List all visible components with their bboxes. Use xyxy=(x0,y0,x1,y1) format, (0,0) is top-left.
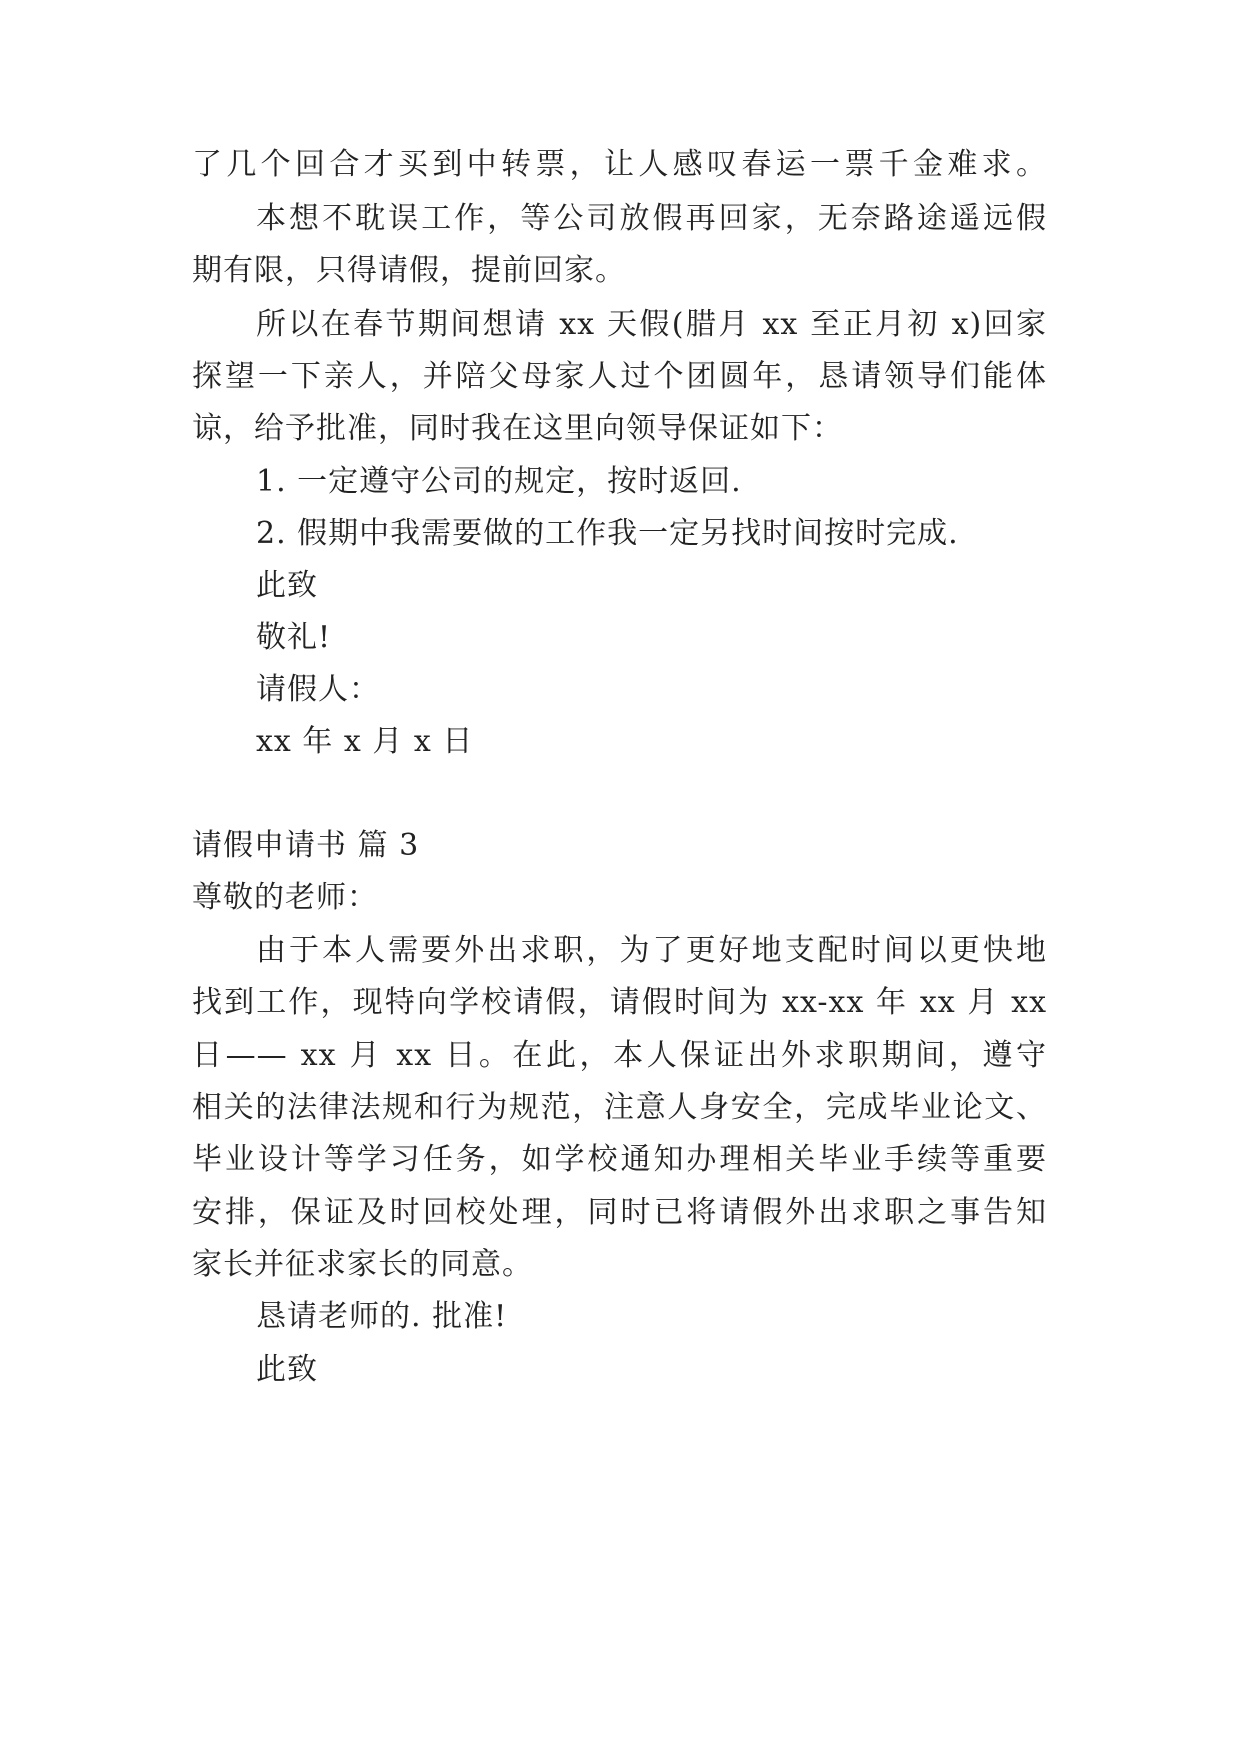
letter3-body-line: 找到工作，现特向学校请假，请假时间为 xx-xx 年 xx 月 xx xyxy=(192,985,1047,1020)
letter3-body-line: 由于本人需要外出求职，为了更好地支配时间以更快地 xyxy=(256,933,1047,968)
letter2-closing: 此致 xyxy=(256,568,318,603)
letter3-request: 恳请老师的. 批准! xyxy=(256,1299,508,1334)
letter2-signature: 请假人： xyxy=(256,672,380,707)
letter2-paragraph-line: 本想不耽误工作，等公司放假再回家，无奈路途遥远假 xyxy=(256,201,1047,236)
letter2-paragraph-line: 谅，给予批准，同时我在这里向领导保证如下： xyxy=(192,411,843,446)
letter2-paragraph-line: 探望一下亲人，并陪父母家人过个团圆年，恳请领导们能体 xyxy=(192,359,1047,394)
letter2-paragraph-line: 期有限，只得请假，提前回家。 xyxy=(192,253,626,288)
letter3-body-line: 安排，保证及时回校处理，同时已将请假外出求职之事告知 xyxy=(192,1195,1047,1230)
letter2-closing: 敬礼! xyxy=(256,620,332,655)
letter3-body-line: 相关的法律法规和行为规范，注意人身安全，完成毕业论文、 xyxy=(192,1090,1047,1125)
letter3-closing: 此致 xyxy=(256,1352,318,1387)
letter2-paragraph-line: 所以在春节期间想请 xx 天假(腊月 xx 至正月初 x)回家 xyxy=(256,307,1047,342)
letter3-body-line: 家长并征求家长的同意。 xyxy=(192,1247,533,1282)
letter3-salutation: 尊敬的老师： xyxy=(192,880,378,915)
letter2-line: 了几个回合才买到中转票，让人感叹春运一票千金难求。 xyxy=(192,147,1047,182)
letter2-list-item: 2. 假期中我需要做的工作我一定另找时间按时完成. xyxy=(256,516,959,551)
letter3-heading: 请假申请书 篇 3 xyxy=(192,828,420,863)
letter3-body-line: 日—— xx 月 xx 日。在此，本人保证出外求职期间，遵守 xyxy=(192,1038,1047,1073)
letter3-body-line: 毕业设计等学习任务，如学校通知办理相关毕业手续等重要 xyxy=(192,1142,1047,1177)
letter2-list-item: 1. 一定遵守公司的规定，按时返回. xyxy=(256,464,742,499)
letter2-date: xx 年 x 月 x 日 xyxy=(256,724,474,759)
